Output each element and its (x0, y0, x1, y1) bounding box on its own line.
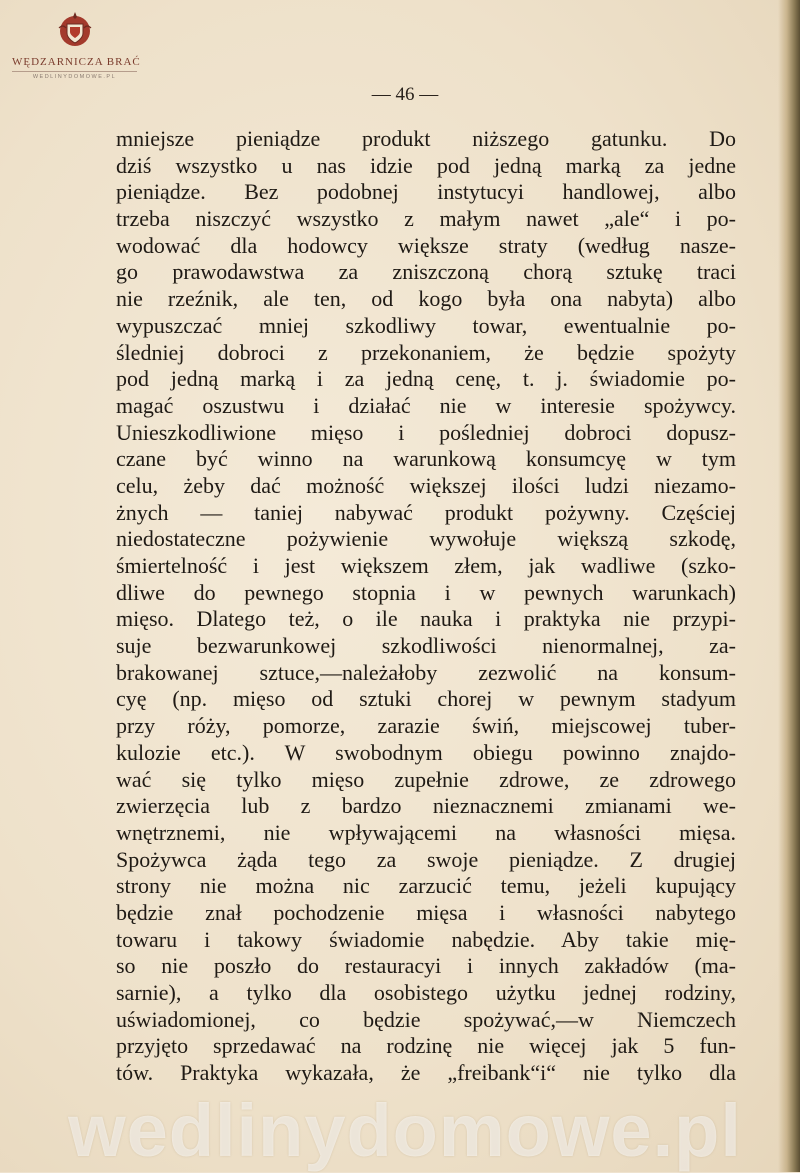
text-line: celu, żeby dać możność większej ilości ludzi niezamo- (116, 472, 736, 498)
text-line: so nie poszło do restauracyi i innych zakładów (ma- (116, 953, 736, 979)
body-text (116, 126, 736, 1087)
text-line: wnętrznemi, nie wpływającemi na własności mięsa. (116, 819, 736, 845)
text-line: sarnie), a tylko dla osobistego użytku jednej rodziny, (116, 980, 736, 1005)
text-line: Spożywca żąda tego za swoje pieniądze. Z drugiej (116, 846, 736, 872)
page-number: — 46 — (371, 84, 439, 105)
text-line: zwierzęcia lub z bardzo nieznacznemi zmianami we- (116, 793, 736, 819)
text-line: strony nie można nic zarzucić temu, jeżeli kupujący (116, 873, 736, 899)
text-line: trzeba niszczyć wszystko z małym nawet „ale“ i po- (116, 206, 736, 232)
coat-of-arms-icon (55, 10, 95, 50)
text-line: żnych — taniej nabywać produkt pożywny. Częściej (116, 499, 736, 525)
text-line: wać się tylko mięso zupełnie zdrowe, ze zdrowego (116, 766, 736, 792)
text-line: niedostateczne pożywienie wywołuje większą szkodę, (116, 526, 736, 552)
text-line: śmiertelność i jest większem złem, jak wadliwe (szko- (116, 553, 736, 578)
text-line: wypuszczać mniej szkodliwy towar, ewentualnie po- (116, 312, 736, 338)
text-line: kulozie etc.). W swobodnym obiegu powinno znajdo- (116, 739, 736, 765)
text-line: suje bezwarunkowej szkodliwości nienormalnej, za- (116, 633, 736, 659)
text-line: tów. Praktyka wykazała, że „freibank“i“ nie tylko dla (116, 1060, 736, 1086)
text-line: brakowanej sztuce,—należałoby zezwolić na konsum- (116, 659, 736, 685)
text-line: towaru i takowy świadomie nabędzie. Aby takie mię- (116, 926, 736, 952)
text-line: uświadomionej, co będzie spożywać,—w Niemczech (116, 1006, 736, 1032)
text-line: będzie znał pochodzenie mięsa i własności nabytego (116, 899, 736, 925)
site-logo (12, 10, 141, 100)
page-edge (778, 0, 800, 1172)
text-line: mięso. Dlatego też, o ile nauka i praktyka nie przypi- (116, 606, 736, 632)
text-line: magać oszustwu i działać nie w interesie spożywcy. (116, 392, 736, 418)
text-line: pieniądze. Bez podobnej instytucyi handlowej, albo (116, 179, 736, 205)
text-line: wodować dla hodowcy większe straty (według nasze- (116, 232, 736, 258)
text-line: cyę (np. mięso od sztuki chorej w pewnym stadyum (116, 686, 736, 712)
text-line: mniejsze pieniądze produkt niższego gatunku. Do (116, 126, 736, 151)
text-line: śledniej dobroci z przekonaniem, że będzie spożyty (116, 339, 736, 365)
logo-url: WEDLINYDOMOWE.PL (32, 74, 117, 80)
text-line: przy róży, pomorze, zarazie świń, miejscowej tuber- (116, 713, 736, 739)
text-line: dziś wszystko u nas idzie pod jedną marką za jedne (116, 152, 736, 178)
text-line: Unieszkodliwione mięso i pośledniej dobroci dopusz- (116, 419, 736, 445)
text-line: czane być winno na warunkową konsumcyę w tym (116, 446, 736, 472)
text-line: pod jedną marką i za jedną cenę, t. j. świadomie po- (116, 366, 736, 392)
text-line: nie rzeźnik, ale ten, od kogo była ona nabyta) albo (116, 286, 736, 312)
text-line: dliwe do pewnego stopnia i w pewnych warunkach) (116, 579, 736, 605)
logo-divider (12, 71, 137, 72)
text-line: przyjęto sprzedawać na rodzinę nie więcej jak 5 fun- (116, 1033, 736, 1059)
watermark: wedlinydomowe.pl (68, 1089, 742, 1172)
logo-name: WĘDZARNICZA BRAĆ (12, 56, 141, 68)
text-line: go prawodawstwa za zniszczoną chorą sztukę traci (116, 259, 736, 285)
